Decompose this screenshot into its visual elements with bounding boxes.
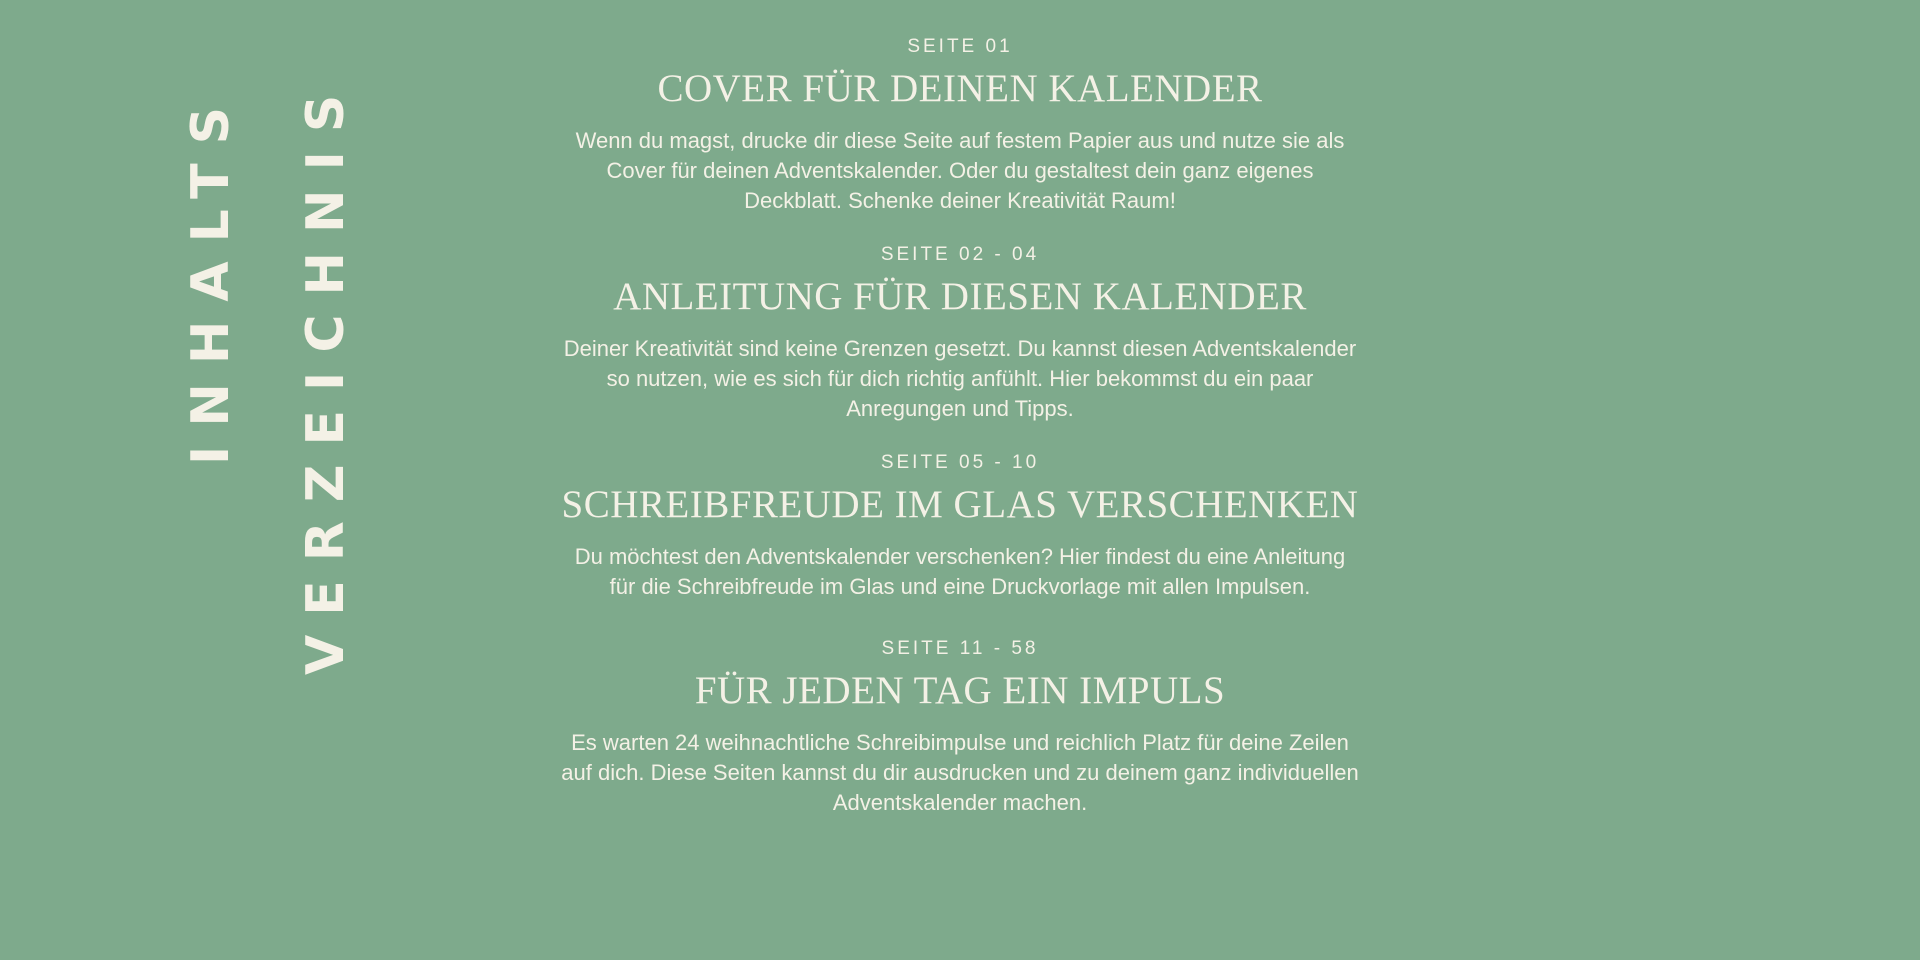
page-reference: SEITE 01	[907, 36, 1013, 57]
title-word-verzeichnis: VERZEICHNIS	[296, 75, 356, 675]
vertical-title	[0, 75, 380, 695]
page-reference: SEITE 11 - 58	[881, 638, 1039, 659]
section-description: Du möchtest den Adventskalender verschenken? Hier findest du eine Anleitung für die Schreibfreude im Glas und eine Druckvorlage mit allen Impulsen.	[574, 544, 1346, 599]
section-title: COVER FÜR DEINEN KALENDER	[657, 67, 1263, 110]
section-title: ANLEITUNG FÜR DIESEN KALENDER	[613, 275, 1307, 318]
section-description: Deiner Kreativität sind keine Grenzen gesetzt. Du kannst diesen Adventskalender so nutzen, wie es sich für dich richtig anfühlt. Hier bekommst du ein paar Anregungen und Tipps.	[563, 336, 1357, 421]
section-title: FÜR JEDEN TAG EIN IMPULS	[694, 669, 1226, 712]
toc-section-cover	[540, 36, 1380, 216]
title-word-inhalts: INHALTS	[181, 87, 241, 465]
toc-section-schreibfreude	[540, 452, 1380, 602]
page-reference: SEITE 02 - 04	[880, 244, 1040, 265]
toc-section-impulse	[540, 638, 1380, 818]
table-of-contents	[540, 36, 1380, 846]
toc-section-anleitung	[540, 244, 1380, 424]
section-description: Es warten 24 weihnachtliche Schreibimpulse und reichlich Platz für deine Zeilen auf dich. Diese Seiten kannst du dir ausdrucken und zu deinem ganz individuellen Adventskalender machen.	[561, 730, 1359, 815]
page-reference: SEITE 05 - 10	[880, 452, 1040, 473]
section-description: Wenn du magst, drucke dir diese Seite auf festem Papier aus und nutze sie als Cover für deinen Adventskalender. Oder du gestaltest dein ganz eigenes Deckblatt. Schenke deiner Kreativität Raum!	[575, 128, 1345, 213]
section-title: SCHREIBFREUDE IM GLAS VERSCHENKEN	[561, 483, 1359, 526]
